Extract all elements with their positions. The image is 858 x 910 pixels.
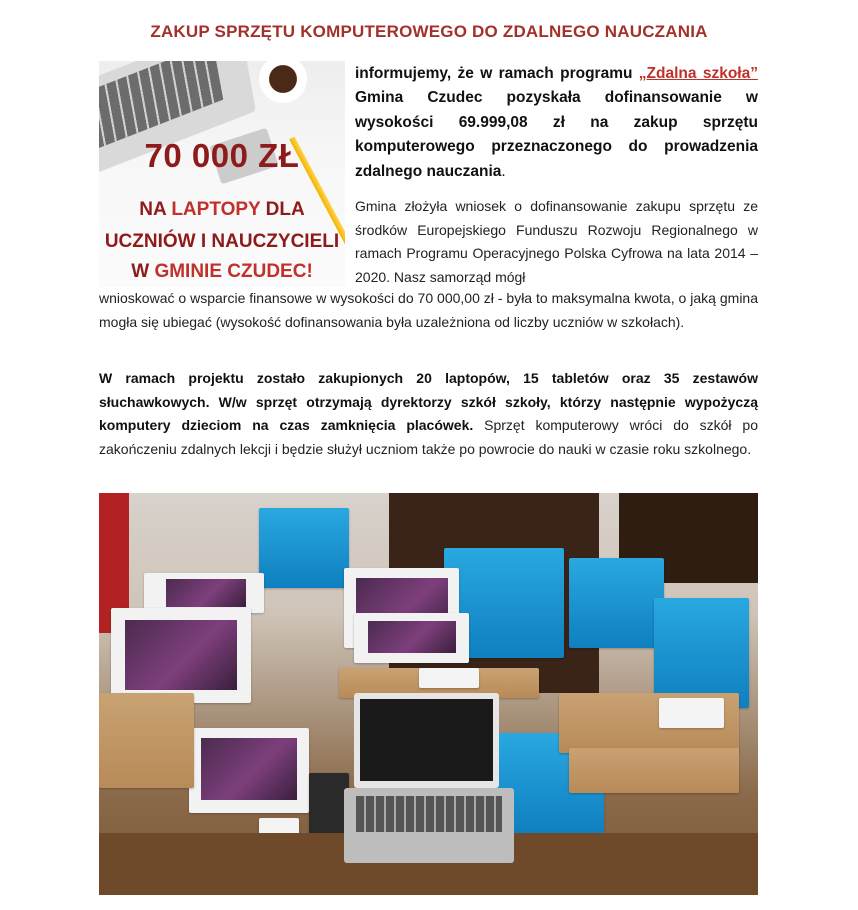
tablet-box (144, 573, 264, 613)
small-package (419, 668, 479, 688)
laptop-box (99, 693, 194, 788)
program-link[interactable]: „Zdalna szkoła” (638, 65, 758, 82)
coffee-cup-illustration (259, 61, 307, 103)
promo-graphic (99, 61, 345, 287)
promo-amount: 70 000 ZŁ (144, 137, 300, 174)
promo-line-2: UCZNIÓW I NAUCZYCIELI (104, 231, 340, 252)
headset-box (569, 558, 664, 648)
equipment-photo (99, 493, 758, 895)
tablet-box (189, 728, 309, 813)
promo-line-3: W GMINIE CZUDEC! (131, 261, 313, 282)
headset-box (654, 598, 749, 708)
paragraph-2: W ramach projektu zostało zakupionych 20 laptopów, 15 tabletów oraz 35 zestawów słuchawkowych. W/w sprzęt otrzymają dyrektorzy szkół szkoły, którzy następnie wypożyczą komputery dzieciom na czas zamknięcia placówek. Sprzęt komputerowy wróci do szkół po zakończeniu zdalnych lekcji i będzie służył uczniom także po powrocie do nauki w czasie roku szkolnego. (99, 370, 759, 457)
open-laptop-keyboard (344, 788, 514, 863)
open-laptop-screen (354, 693, 499, 788)
small-package (659, 698, 724, 728)
page-title: ZAKUP SPRZĘTU KOMPUTEROWEGO DO ZDALNEGO NAUCZANIA (150, 22, 708, 41)
paragraph-1-part-a: Gmina złożyła wniosek o dofinansowanie zakupu sprzętu ze środków Europejskiego Funduszu Rozwoju Regionalnego w ramach Programu Operacyjnego Polska Cyfrowa na lata 2014 – 2020. Nasz samorząd mógł (355, 198, 758, 285)
lead-paragraph: informujemy, że w ramach programu „Zdalna szkoła” Gmina Czudec pozyskała dofinansowanie w wysokości 69.999,08 zł na zakup sprzętu komputerowego przeznaczonego do prowadzenia zdalnego nauczania. (355, 65, 758, 180)
tablet-box (111, 608, 251, 703)
laptop-box (569, 748, 739, 793)
promo-line-1: NA LAPTOPY DLA (139, 199, 305, 220)
headset-box (259, 508, 349, 588)
tablet-box (354, 613, 469, 663)
paragraph-1-part-b: wnioskować o wsparcie finansowe w wysokości do 70 000,00 zł - była to maksymalna kwota, o jaką gmina mogła się ubiegać (wysokość dofinansowania była uzależniona od liczby uczniów w szkołach). (99, 290, 758, 330)
